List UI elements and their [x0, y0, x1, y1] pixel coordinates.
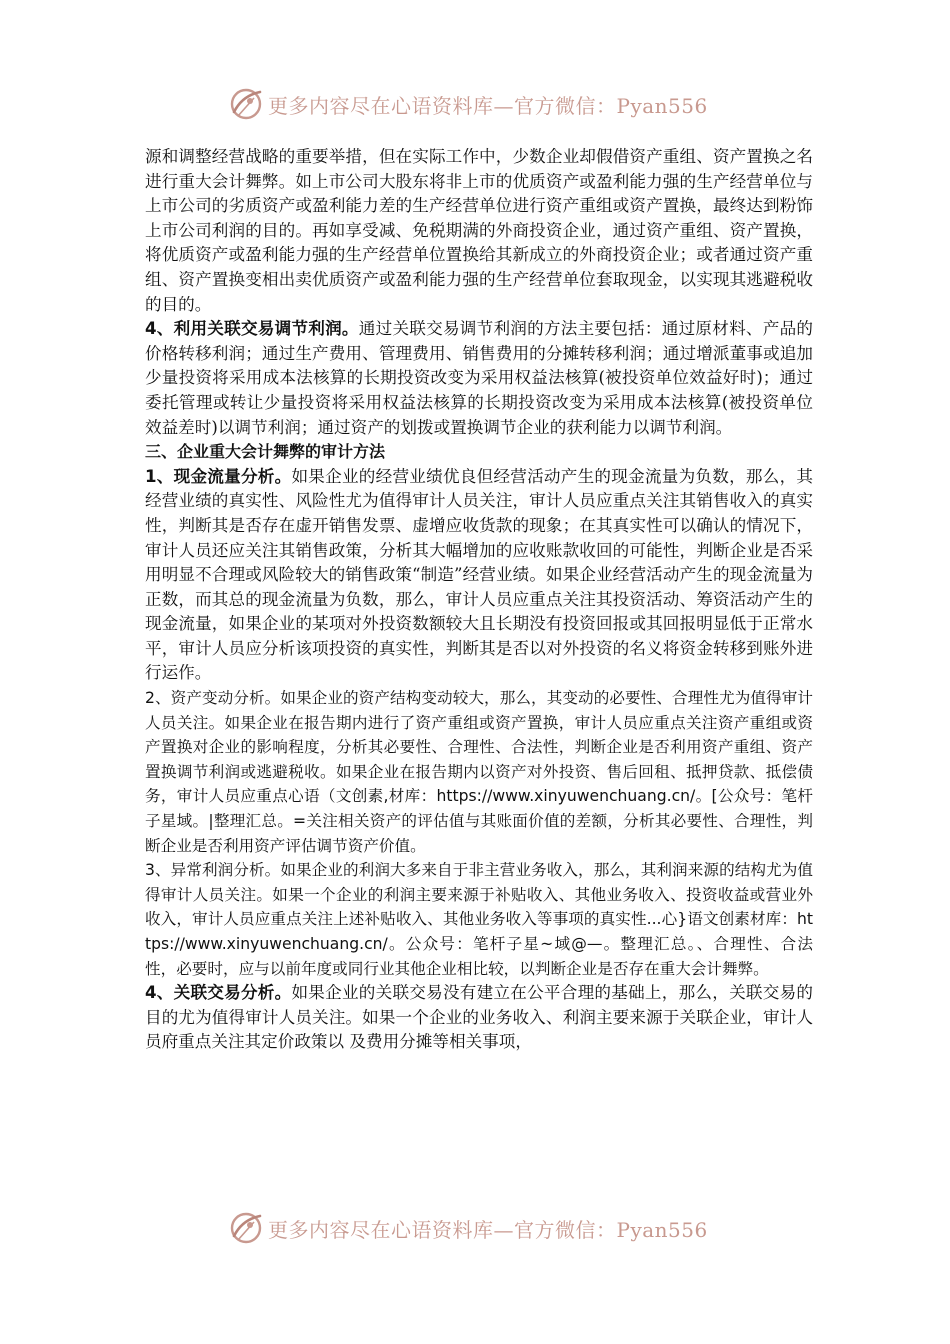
paragraph-body: 如果企业的关联交易没有建立在公平合理的基础上，那么，关联交易的目的尤为值得审计人员关注。如果一个企业的业务收入、利润主要来源于关联企业，审计人员府重点关注其定价政策以 及费用分摊等相关事项，: [145, 983, 814, 1052]
paragraph-lead: 4、利用关联交易调节利润。: [145, 319, 359, 339]
paragraph-asset-restructuring: 源和调整经营战略的重要举措，但在实际工作中，少数企业却假借资产重组、资产置换之名进行重大会计舞弊。如上市公司大股东将非上市的优质资产或盈利能力强的生产经营单位与上市公司的劣质资产或盈利能力差的生产经营单位进行资产重组或资产置换，最终达到粉饰上市公司利润的目的。再如享受减、免税期满的外商投资企业，通过资产重组、资产置换，将优质资产或盈利能力强的生产经营单位置换给其新成立的外商投资企业；或者通过资产重组、资产置换变相出卖优质资产或盈利能力强的生产经营单位套取现金，以实现其逃避税收的目的。: [145, 147, 813, 314]
footer-banner-text: 更多内容尽在心语资料库—官方微信：Pyan556: [268, 1217, 708, 1242]
header-banner-text: 更多内容尽在心语资料库—官方微信：Pyan556: [268, 93, 708, 118]
brand-logo-icon: [228, 1210, 264, 1246]
header-banner: [228, 84, 748, 124]
document-body: [145, 145, 813, 1055]
paragraph-lead: 4、关联交易分析。: [145, 983, 292, 1003]
footer-banner: [228, 1208, 748, 1248]
paragraph-body: 通过关联交易调节利润的方法主要包括：通过原材料、产品的价格转移利润；通过生产费用、管理费用、销售费用的分摊转移利润；通过增派董事或追加少量投资将采用成本法核算的长期投资改变为采用权益法核算(被投资单位效益好时)；通过委托管理或转让少量投资将采用权益法核算的长期投资改变为采用成本法核算(被投资单位效益差时)以调节利润；通过资产的划拨或置换调节企业的获利能力以调节利润。: [145, 319, 814, 437]
paragraph-lead: 1、现金流量分析。: [145, 466, 292, 486]
paragraph-body: 如果企业的经营业绩优良但经营活动产生的现金流量为负数，那么，其经营业绩的真实性、风险性尤为值得审计人员关注，审计人员应重点关注其销售收入的真实性，判断其是否存在虚开销售发票、虚增应收货款的现象；在其真实性可以确认的情况下，审计人员还应关注其销售政策，分析其大幅增加的应收账款收回的可能性，判断企业是否采用明显不合理或风险较大的销售政策“制造”经营业绩。如果企业经营活动产生的现金流量为正数，而其总的现金流量为负数，那么，审计人员应重点关注其投资活动、筹资活动产生的现金流量，如果企业的某项对外投资数额较大且长期没有投资回报或其回报明显低于正常水平，审计人员应分析该项投资的真实性，判断其是否以对外投资的名义将资金转移到账外进行运作。: [145, 466, 814, 683]
paragraph-abnormal-profit-analysis: 3、异常利润分析。如果企业的利润大多来自于非主营业务收入，那么，其利润来源的结构尤为值得审计人员关注。如果一个企业的利润主要来源于补贴收入、其他业务收入、投资收益或营业外收入，审计人员应重点关注上述补贴收入、其他业务收入等事项的真实性...心}语文创素材库：https://www.xinyuwenchuang.cn/。公众号：笔杆子星~域@—。整理汇总。、合理性、合法性，必要时，应与以前年度或同行业其他企业相比较，以判断企业是否存在重大会计舞弊。: [145, 861, 813, 978]
section-heading: 三、企业重大会计舞弊的审计方法: [145, 442, 386, 462]
paragraph-asset-change-analysis: 2、资产变动分析。如果企业的资产结构变动较大，那么，其变动的必要性、合理性尤为值得审计人员关注。如果企业在报告期内进行了资产重组或资产置换，审计人员应重点关注资产重组或资产置换对企业的影响程度，分析其必要性、合理性、合法性，判断企业是否利用资产重组、资产置换调节利润或逃避税收。如果企业在报告期内以资产对外投资、售后回租、抵押贷款、抵偿债务，审计人员应重点心语（文创素,材库：https://www.xinyuwenchuang.cn/。[公众号：笔杆子星域。|整理汇总。=关注相关资产的评估值与其账面价值的差额，分析其必要性、合理性，判断企业是否利用资产评估调节资产价值。: [145, 689, 813, 855]
paragraph-related-party-profit: [145, 317, 813, 440]
paragraph-cash-flow-analysis: [145, 465, 813, 686]
paragraph-related-party-analysis: [145, 981, 813, 1055]
brand-logo-icon: [228, 86, 264, 122]
